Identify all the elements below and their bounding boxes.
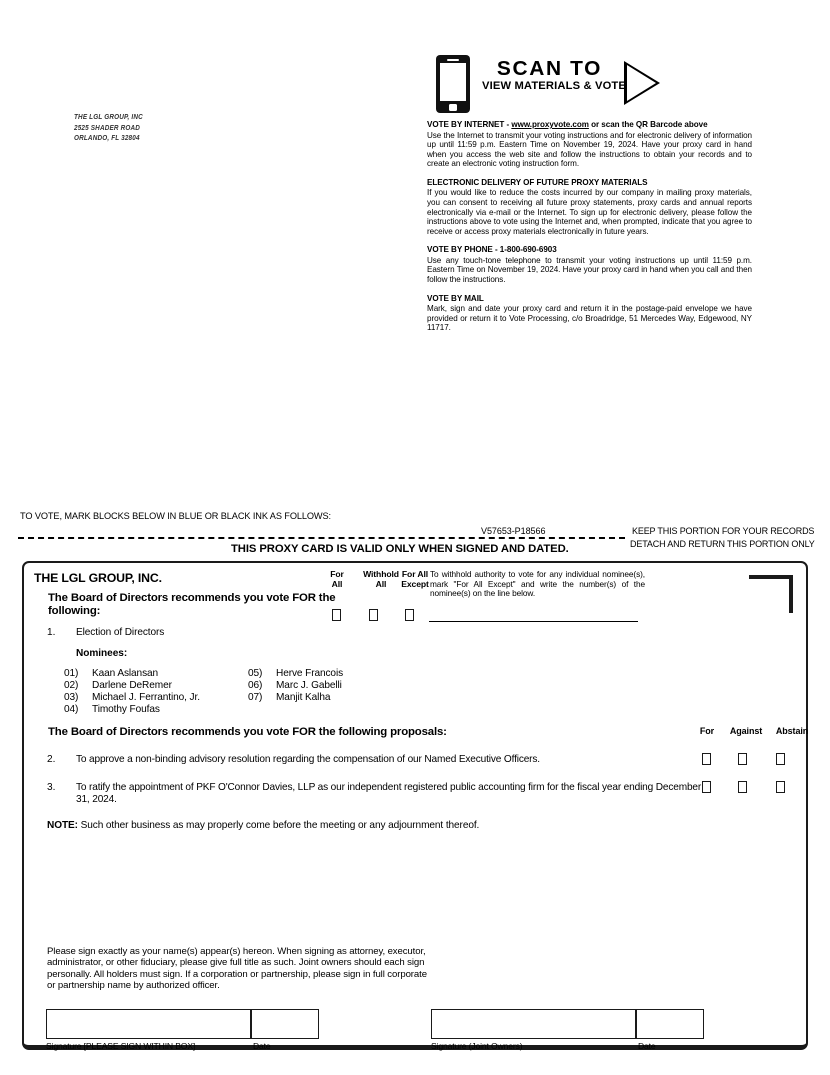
phone-home-button-icon — [449, 104, 457, 111]
signature-field-primary[interactable] — [46, 1009, 251, 1039]
smartphone-icon — [436, 55, 470, 113]
date-label-joint: Date — [638, 1041, 656, 1051]
item1-number: 1. — [47, 627, 56, 638]
vote-by-internet-prefix: VOTE BY INTERNET - — [427, 120, 512, 129]
column-header-for-all — [320, 570, 354, 590]
withhold-authority-note: To withhold authority to vote for any individual nominee(s), mark "For All Except" and write the number(s) of the nominee(s) on the line below. — [430, 569, 645, 599]
scan-banner-line2: VIEW MATERIALS & VOTE — [482, 80, 627, 92]
nominees-column-left — [64, 668, 200, 716]
list-item — [64, 692, 200, 704]
date-field-primary[interactable] — [251, 1009, 319, 1039]
scan-banner-text — [482, 57, 627, 93]
proxyvote-link[interactable]: www.proxyvote.com — [511, 120, 589, 129]
registration-corner-mark — [749, 575, 793, 613]
date-field-joint[interactable] — [636, 1009, 704, 1039]
checkbox-proposal3-for[interactable] — [702, 781, 711, 793]
proposal3-number: 3. — [47, 782, 56, 793]
list-item — [64, 704, 200, 716]
vote-by-internet-suffix: or scan the QR Barcode above — [588, 120, 708, 129]
signature-field-joint[interactable] — [431, 1009, 636, 1039]
column-header-except-line2: Except — [401, 578, 429, 589]
detach-dashed-line — [18, 537, 625, 539]
vote-by-internet-heading — [427, 120, 752, 131]
nominee-id: 01) — [64, 668, 79, 679]
proposals-heading: The Board of Directors recommends you vote FOR the following proposals: — [48, 726, 447, 738]
date-label-primary: Date — [253, 1041, 271, 1051]
voting-instructions — [427, 120, 752, 333]
column-header-withhold-line2: All — [375, 578, 387, 589]
nominee-id: 07) — [248, 692, 263, 704]
vote-by-internet-body: Use the Internet to transmit your voting instructions and for electronic delivery of information up until 11:59 p.m. Eastern Time on November 19, 2024. Have your proxy card in hand when you access the web site and follow the instructions to obtain your records and to create an electronic voting instruction form. — [427, 130, 752, 169]
signature-label-primary: Signature [PLEASE SIGN WITHIN BOX] — [46, 1041, 196, 1051]
address-line-2: 2525 SHADER ROAD — [74, 122, 140, 132]
vote-by-phone-body: Use any touch-tone telephone to transmit your voting instructions up until 11:59 p.m. Eastern Time on November 19, 2024. Have your proxy card in hand when you call and then follow the instructions. — [427, 255, 752, 285]
nominee-name: Marc J. Gabelli — [276, 680, 342, 692]
mailing-address — [74, 112, 143, 144]
checkbox-proposal2-for[interactable] — [702, 753, 711, 765]
note-text — [47, 820, 479, 831]
checkbox-directors-for-all[interactable] — [332, 609, 341, 621]
column-header-for-all-line1: For — [330, 569, 344, 579]
nominee-name: Michael J. Ferrantino, Jr. — [92, 692, 200, 704]
board-recommendation-heading: The Board of Directors recommends you vote FOR the following: — [48, 592, 336, 618]
control-number: V57653-P18566 — [481, 526, 546, 536]
list-item — [248, 692, 343, 704]
nominee-name: Manjit Kalha — [276, 692, 331, 704]
scan-to-vote-banner — [436, 52, 676, 114]
nominee-name: Darlene DeRemer — [92, 680, 172, 692]
nominee-id: 04) — [64, 704, 79, 716]
note-label: NOTE: — [47, 820, 78, 831]
nominee-id: 06) — [248, 680, 263, 692]
card-company-name: THE LGL GROUP, INC. — [34, 571, 162, 585]
play-triangle-icon — [624, 61, 660, 105]
checkbox-proposal3-abstain[interactable] — [776, 781, 785, 793]
vote-by-phone-heading: VOTE BY PHONE - 1-800-690-6903 — [427, 245, 557, 255]
list-item — [248, 668, 343, 680]
nominee-id: 02) — [64, 680, 79, 692]
nominees-column-right — [248, 668, 343, 704]
checkbox-proposal2-abstain[interactable] — [776, 753, 785, 765]
electronic-delivery-heading: ELECTRONIC DELIVERY OF FUTURE PROXY MATERIALS — [427, 177, 648, 187]
signature-instruction: Please sign exactly as your name(s) appear(s) hereon. When signing as attorney, executor, administrator, or other fiduciary, please give full title as such. Joint owners should each sign personally. All holders must sign. If a corporation or partnership, please sign in full corporate or partnership name by authorized officer. — [47, 946, 427, 992]
nominee-name: Herve Francois — [276, 668, 344, 679]
address-line-3: ORLANDO, FL 32804 — [74, 133, 140, 142]
list-item — [64, 668, 200, 680]
electronic-delivery-body: If you would like to reduce the costs incurred by our company in mailing proxy materials, you can consent to receiving all future proxy statements, proxy cards and annual reports electronically via e-mail or the Internet. To sign up for electronic delivery, please follow the instructions above to vote using the Internet and, when prompted, indicate that you agree to receive or access proxy materials electronically in future years. — [427, 188, 752, 236]
phone-screen-icon — [440, 63, 466, 101]
nominee-id: 03) — [64, 692, 79, 704]
proposal2-number: 2. — [47, 754, 56, 765]
vote-by-mail-body: Mark, sign and date your proxy card and return it in the postage-paid envelope we have provided or return it to Vote Processing, c/o Broadridge, 51 Mercedes Way, Edgewood, NY 11717. — [427, 304, 752, 333]
detach-portion-label: DETACH AND RETURN THIS PORTION ONLY — [630, 539, 815, 549]
validity-notice: THIS PROXY CARD IS VALID ONLY WHEN SIGNED AND DATED. — [231, 543, 569, 555]
column-header-for-all-line2: All — [331, 578, 343, 589]
checkbox-proposal3-against[interactable] — [738, 781, 747, 793]
mark-instruction: TO VOTE, MARK BLOCKS BELOW IN BLUE OR BLACK INK AS FOLLOWS: — [20, 511, 331, 521]
proposal2-text: To approve a non-binding advisory resolution regarding the compensation of our Named Executive Officers. — [76, 754, 540, 765]
nominee-name: Kaan Aslansan — [92, 668, 159, 679]
signature-label-joint: Signature (Joint Owners) — [431, 1041, 523, 1051]
keep-portion-label: KEEP THIS PORTION FOR YOUR RECORDS — [632, 526, 815, 536]
item1-label: Election of Directors — [76, 627, 165, 638]
note-body: Such other business as may properly come before the meeting or any adjournment thereof. — [77, 820, 480, 831]
column-header-against: Against — [729, 726, 763, 736]
column-header-abstain: Abstain — [775, 726, 809, 736]
vote-by-mail-heading: VOTE BY MAIL — [427, 293, 484, 303]
nominees-title: Nominees: — [76, 648, 128, 659]
proxy-card — [22, 561, 808, 1050]
scan-banner-line1: SCAN TO — [496, 57, 603, 80]
phone-speaker-icon — [447, 59, 459, 62]
nominee-id: 05) — [248, 668, 263, 679]
nominee-exception-write-in-line[interactable] — [429, 621, 638, 622]
address-line-1: THE LGL GROUP, INC — [74, 112, 143, 121]
list-item — [248, 680, 343, 692]
column-header-for: For — [699, 726, 715, 736]
column-header-withhold-line1: Withhold — [363, 569, 399, 579]
checkbox-directors-withhold-all[interactable] — [369, 609, 378, 621]
proposal3-text: To ratify the appointment of PKF O'Connor Davies, LLP as our independent registered public accounting firm for the fiscal year ending December 31, 2024. — [76, 782, 702, 806]
checkbox-directors-for-all-except[interactable] — [405, 609, 414, 621]
column-header-except-line1: For All — [401, 569, 429, 579]
nominee-name: Timothy Foufas — [92, 704, 160, 716]
checkbox-proposal2-against[interactable] — [738, 753, 747, 765]
list-item — [64, 680, 200, 692]
